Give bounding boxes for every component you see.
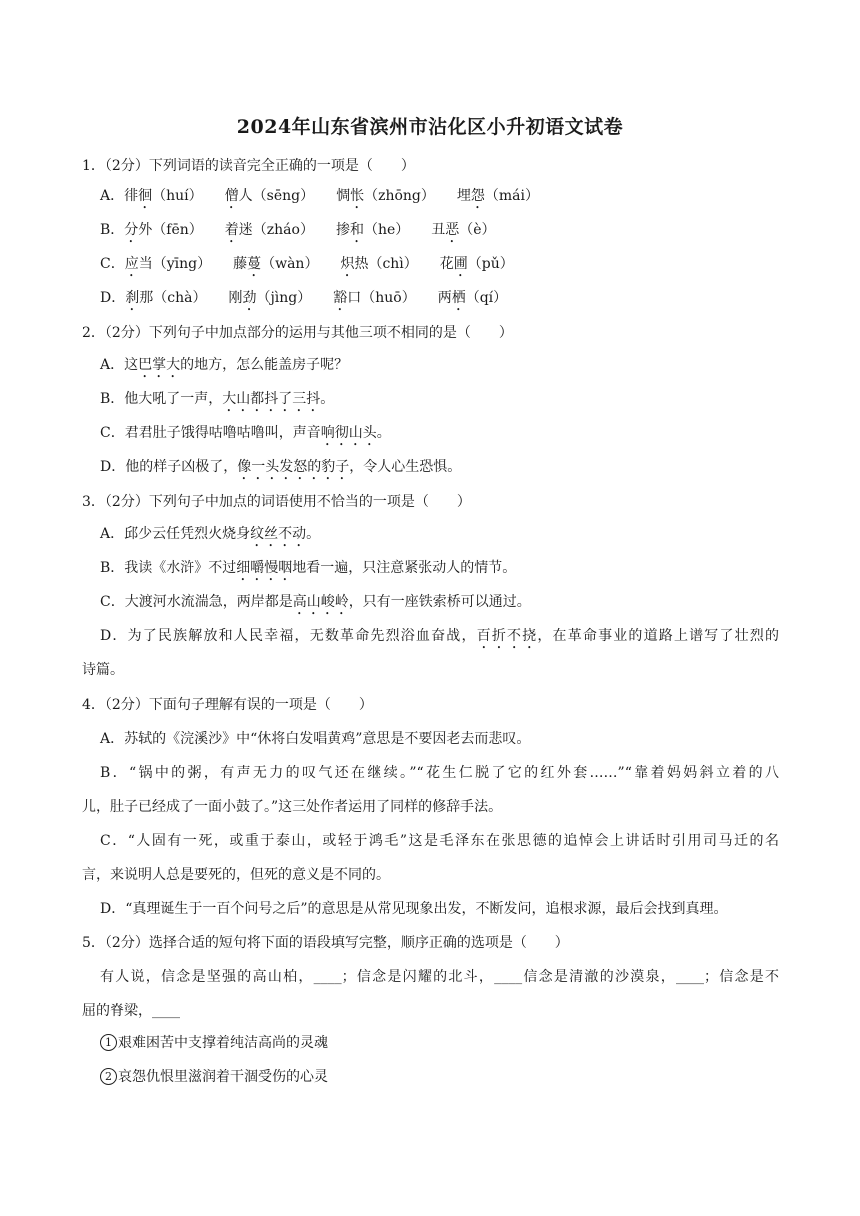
word-text: 人（sēng） (238, 188, 315, 204)
sentence-text: B．我读《水浒》不过 (100, 560, 237, 576)
sentence-text: D．为了民族解放和人民幸福，无数革命先烈浴血奋战， (100, 628, 477, 644)
dotted-phrase: 细嚼慢咽 (236, 560, 293, 576)
word-text: 当（yīng） (138, 256, 212, 272)
word-text: 外（fēn） (138, 222, 203, 238)
option-word (225, 222, 314, 238)
q3-option-a[interactable] (100, 523, 800, 550)
q3-option-d-cont: 诗篇。 (82, 662, 124, 678)
q2-option-a[interactable] (100, 354, 800, 381)
option-word (336, 188, 435, 204)
option-word (233, 256, 318, 272)
dotted-char: 僧 (224, 188, 239, 204)
dotted-char: 恶 (445, 222, 460, 238)
sentence-text: ，在革命事业的道路上谱写了壮烈的 (537, 628, 780, 644)
word-text: （huí） (152, 188, 203, 204)
q4-option-d[interactable]: D．“真理诞生于一百个问号之后”的意思是从常见现象出发，不断发问，追根求源，最后会找到真理。 (100, 901, 728, 917)
option-word (431, 222, 495, 238)
word-text: 花 (439, 256, 454, 272)
q5-choice-2-text: 哀怨仇恨里滋润着干涸受伤的心灵 (118, 1069, 328, 1085)
dotted-char: 劲 (242, 290, 257, 306)
word-text: 那（chà） (139, 290, 207, 306)
q3-stem: 3．（2分）下列句子中加点的词语使用不恰当的一项是（ ） (82, 494, 471, 510)
word-text: 藤 (233, 256, 248, 272)
dotted-char: 栖 (451, 290, 466, 306)
q1-option-a[interactable] (100, 185, 800, 212)
word-text: （pǔ） (467, 256, 514, 272)
q3-option-c[interactable] (100, 591, 800, 618)
q3-option-b[interactable] (100, 557, 800, 584)
q5-choice-1 (100, 1032, 800, 1054)
word-text: （jìng） (256, 290, 312, 306)
option-label: D． (100, 290, 126, 306)
dotted-char: 蔓 (247, 256, 262, 272)
sentence-text: C．大渡河水流湍急，两岸都是 (100, 594, 293, 610)
word-text: 口（huō） (347, 290, 416, 306)
dotted-phrase: 百折不挠 (476, 628, 538, 644)
option-word (340, 256, 417, 272)
dotted-char: 刹 (125, 290, 140, 306)
word-text: 埋 (456, 188, 471, 204)
page-title: 2024年山东省滨州市沾化区小升初语文试卷 (236, 116, 624, 138)
word-text: （zhōng） (364, 188, 435, 204)
dotted-phrase: 巴掌大 (138, 357, 181, 373)
sentence-text: A．这 (100, 357, 139, 373)
q5-passage-cont: 屈的脊梁，____ (82, 1003, 180, 1019)
q2-option-c[interactable] (100, 422, 800, 449)
sentence-text: 的地方，怎么能盖房子呢？ (180, 357, 349, 373)
q1-option-d[interactable] (100, 287, 800, 314)
sentence-text: D．他的样子凶极了， (100, 459, 238, 475)
option-word (124, 188, 203, 204)
dotted-phrase: 响彻山头 (320, 425, 377, 441)
option-label: C． (100, 256, 125, 272)
q5-choice-2 (100, 1066, 800, 1088)
q4-option-b-cont: 儿，肚子已经成了一面小鼓了。”这三处作者运用了同样的修辞手法。 (82, 799, 503, 815)
q5-passage: 有人说，信念是坚强的高山柏，____；信念是闪耀的北斗，____信念是清澈的沙漠泉，____；信念是不 (100, 969, 779, 985)
sentence-text: ，令人心生恐惧。 (349, 459, 462, 475)
dotted-char: 应 (124, 256, 139, 272)
option-word (457, 188, 539, 204)
option-word (438, 290, 507, 306)
option-word (333, 290, 415, 306)
sentence-text: ，只有一座铁索桥可以通过。 (348, 594, 531, 610)
q5-stem: 5．（2分）选择合适的短句将下面的语段填写完整，顺序正确的选项是（ ） (82, 935, 569, 951)
option-word (225, 188, 314, 204)
dotted-phrase: 大山都抖了三抖 (222, 391, 321, 407)
option-word (228, 290, 311, 306)
dotted-phrase: 纹丝不动 (250, 526, 307, 542)
dotted-char: 怨 (470, 188, 485, 204)
dotted-char: 着 (224, 222, 239, 238)
word-text: 徘 (124, 188, 139, 204)
option-word (440, 256, 514, 272)
dotted-char: 圃 (453, 256, 468, 272)
word-text: （he） (363, 222, 410, 238)
sentence-text: C．君君肚子饿得咕噜咕噜叫，声音 (100, 425, 321, 441)
word-text: （qí） (465, 290, 508, 306)
sentence-text: 地看一遍，只注意紧张动人的情节。 (292, 560, 517, 576)
q3-option-d[interactable] (100, 625, 779, 652)
word-text: 丑 (431, 222, 446, 238)
sentence-text: 。 (376, 425, 391, 441)
q2-stem: 2．（2分）下列句子中加点部分的运用与其他三项不相同的是（ ） (82, 325, 513, 341)
word-text: 迷（zháo） (238, 222, 314, 238)
q2-option-d[interactable] (100, 456, 800, 483)
dotted-char: 徊 (138, 188, 153, 204)
sentence-text: B．他大吼了一声， (100, 391, 223, 407)
sentence-text: 。 (306, 526, 321, 542)
option-word (125, 256, 211, 272)
dotted-char: 炽 (340, 256, 355, 272)
q4-stem: 4．（2分）下面句子理解有误的一项是（ ） (82, 697, 373, 713)
option-word (336, 222, 409, 238)
q4-option-c-cont: 言，来说明人总是要死的，但死的意义是不同的。 (82, 867, 390, 883)
q4-option-c[interactable]: C．“人固有一死，或重于泰山，或轻于鸿毛”这是毛泽东在张思德的追悼会上讲话时引用司马迁的名 (100, 833, 779, 849)
word-text: （mái） (484, 188, 540, 204)
word-text: （wàn） (261, 256, 319, 272)
option-word (124, 222, 202, 238)
q4-option-a[interactable]: A．苏轼的《浣溪沙》中“休将白发唱黄鸡”意思是不要因老去而悲叹。 (100, 731, 531, 747)
word-text: 掺 (335, 222, 350, 238)
dotted-char: 和 (349, 222, 364, 238)
dotted-phrase: 高山峻岭 (292, 594, 349, 610)
dotted-phrase: 像一头发怒的豹子 (237, 459, 350, 475)
q5-choice-1-text: 艰难困苦中支撑着纯洁高尚的灵魂 (118, 1035, 328, 1051)
q1-stem: 1．（2分）下列词语的读音完全正确的一项是（ ） (82, 158, 415, 174)
circled-number-1: 1 (100, 1034, 117, 1051)
q2-option-b[interactable] (100, 388, 800, 415)
dotted-char: 怅 (350, 188, 365, 204)
word-text: 刚 (228, 290, 243, 306)
option-label: A． (100, 188, 125, 204)
circled-number-2: 2 (100, 1068, 117, 1085)
q4-option-b[interactable]: B．“锅中的粥，有声无力的叹气还在继续。”“花生仁脱了它的红外套……”“靠着妈妈斜立着的八 (100, 765, 779, 781)
word-text: 热（chì） (354, 256, 418, 272)
q1-option-b[interactable] (100, 219, 800, 246)
dotted-char: 豁 (333, 290, 348, 306)
q1-option-c[interactable] (100, 253, 800, 280)
option-label: B． (100, 222, 125, 238)
dotted-char: 分 (124, 222, 139, 238)
sentence-text: A．邱少云任凭烈火烧身 (100, 526, 251, 542)
word-text: 惆 (336, 188, 351, 204)
word-text: （è） (459, 222, 496, 238)
option-word (125, 290, 206, 306)
word-text: 两 (437, 290, 452, 306)
sentence-text: 。 (320, 391, 335, 407)
